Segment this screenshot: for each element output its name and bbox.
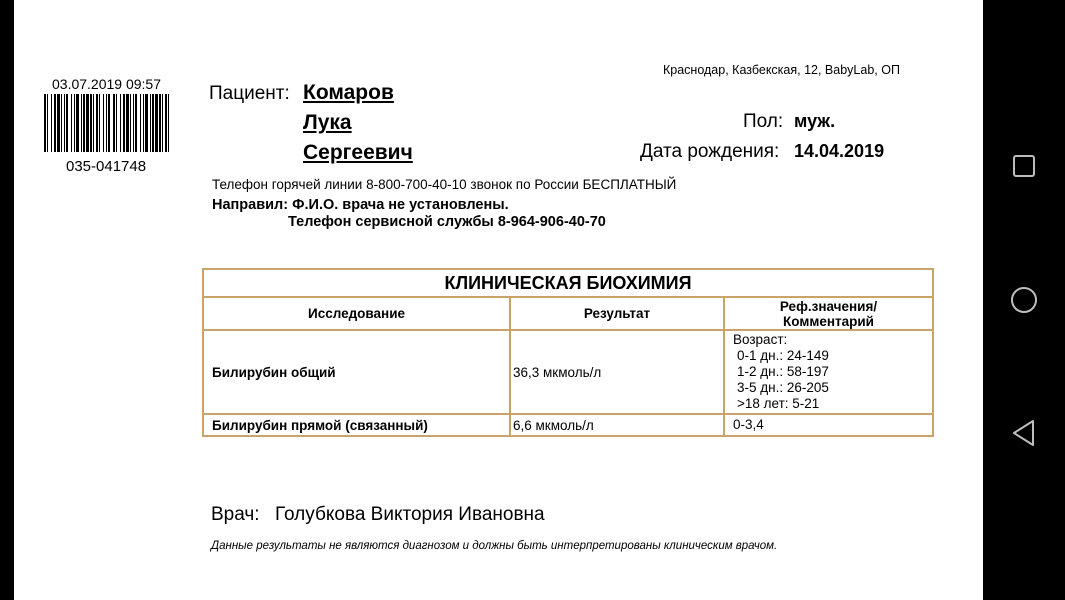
hotline-text: Телефон горячей линии 8-800-700-40-10 звонок по России БЕСПЛАТНЫЙ	[212, 177, 677, 192]
gender-value: муж.	[794, 111, 836, 131]
test-name-cell: Билирубин общий	[203, 330, 510, 414]
back-button[interactable]	[1009, 418, 1039, 448]
barcode-number: 035-041748	[66, 158, 147, 175]
table-row	[203, 330, 933, 414]
reference-item: 1-2 дн.: 58-197	[737, 364, 829, 379]
barcode-graphic	[44, 94, 170, 152]
lab-report-document	[14, 0, 983, 600]
reference-item: 3-5 дн.: 26-205	[737, 380, 829, 395]
patient-patronymic: Сергеевич	[303, 141, 413, 164]
service-phone-text: Телефон сервисной службы 8-964-906-40-70	[288, 214, 606, 230]
test-name-cell: Билирубин прямой (связанный)	[203, 414, 510, 436]
reference-cell: 0-3,4	[724, 414, 933, 436]
disclaimer-text: Данные результаты не являются диагнозом и должны быть интерпретированы клиническим врачом.	[211, 540, 778, 552]
doctor-name: Голубкова Виктория Ивановна	[275, 504, 545, 525]
result-value-cell: 36,3 мкмоль/л	[510, 330, 724, 414]
patient-label: Пациент:	[209, 83, 290, 104]
referred-by-text: Направил: Ф.И.О. врача не установлены.	[212, 197, 509, 213]
home-button[interactable]	[1009, 285, 1039, 315]
recents-square-icon	[1012, 154, 1036, 178]
reference-item: >18 лет: 5-21	[737, 396, 820, 411]
column-header-reference: Реф.значения/ Комментарий	[724, 297, 933, 330]
reference-cell	[724, 330, 933, 414]
column-header-result: Результат	[510, 297, 724, 330]
dob-label: Дата рождения:	[640, 141, 780, 162]
lab-address: Краснодар, Казбекская, 12, BabyLab, ОП	[663, 63, 900, 77]
results-table	[202, 268, 934, 437]
dob-value: 14.04.2019	[794, 141, 885, 161]
results-table-title: КЛИНИЧЕСКАЯ БИОХИМИЯ	[203, 269, 933, 297]
result-value-cell: 6,6 мкмоль/л	[510, 414, 724, 436]
android-navigation-bar	[983, 0, 1065, 600]
column-header-test: Исследование	[203, 297, 510, 330]
barcode-datetime: 03.07.2019 09:57	[52, 76, 161, 92]
reference-item: 0-1 дн.: 24-149	[737, 348, 829, 363]
gender-label: Пол:	[743, 111, 784, 132]
home-circle-icon	[1010, 286, 1038, 314]
left-edge-bar	[0, 0, 14, 600]
reference-title: Возраст:	[733, 332, 788, 347]
patient-first-name: Лука	[303, 111, 352, 134]
back-triangle-icon	[1011, 419, 1037, 447]
doctor-label: Врач:	[211, 504, 260, 525]
table-row	[203, 414, 933, 436]
recents-button[interactable]	[1009, 151, 1039, 181]
patient-last-name: Комаров	[303, 81, 394, 104]
